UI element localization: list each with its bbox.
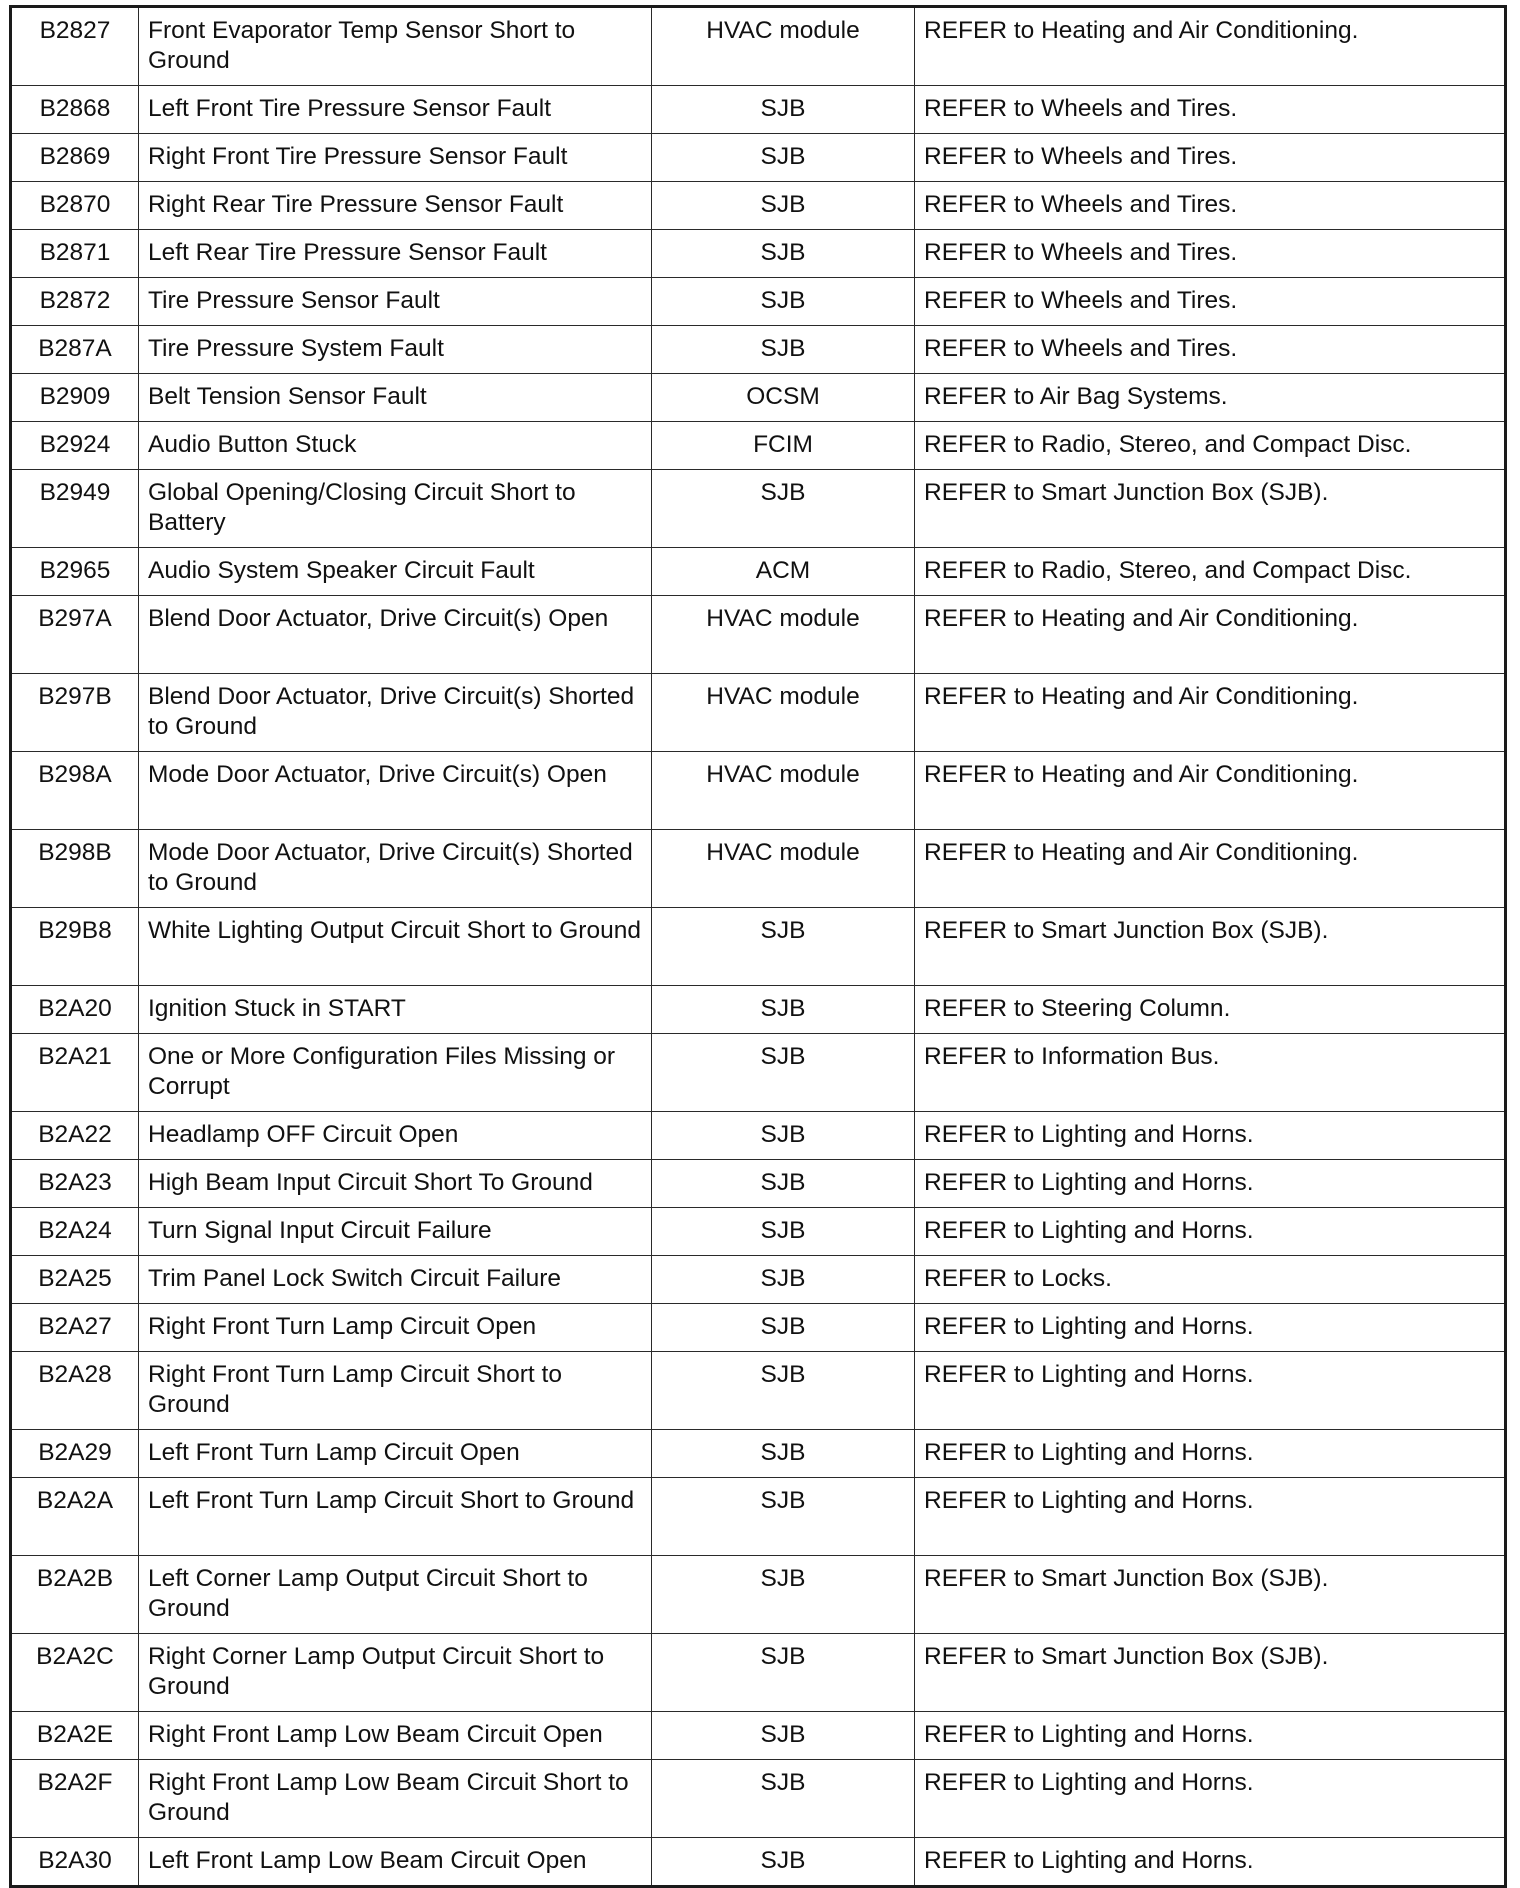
table-row: [11, 1556, 1506, 1634]
action-cell: REFER to Air Bag Systems.: [915, 374, 1506, 422]
dtc-code-cell: B297A: [11, 596, 139, 674]
action-cell: REFER to Wheels and Tires.: [915, 134, 1506, 182]
action-cell: REFER to Smart Junction Box (SJB).: [915, 470, 1506, 548]
module-cell: SJB: [652, 1112, 915, 1160]
action-cell: REFER to Lighting and Horns.: [915, 1712, 1506, 1760]
table-row: [11, 134, 1506, 182]
description-cell: Right Front Turn Lamp Circuit Short to Ground: [139, 1352, 652, 1430]
table-row: [11, 1112, 1506, 1160]
table-row: [11, 374, 1506, 422]
module-cell: SJB: [652, 1430, 915, 1478]
action-cell: REFER to Heating and Air Conditioning.: [915, 674, 1506, 752]
dtc-code-cell: B2949: [11, 470, 139, 548]
description-cell: Headlamp OFF Circuit Open: [139, 1112, 652, 1160]
module-cell: SJB: [652, 326, 915, 374]
description-cell: Mode Door Actuator, Drive Circuit(s) Shorted to Ground: [139, 830, 652, 908]
action-cell: REFER to Wheels and Tires.: [915, 278, 1506, 326]
dtc-code-cell: B297B: [11, 674, 139, 752]
dtc-code-cell: B2A28: [11, 1352, 139, 1430]
dtc-code-cell: B2A2E: [11, 1712, 139, 1760]
action-cell: REFER to Lighting and Horns.: [915, 1760, 1506, 1838]
module-cell: SJB: [652, 1760, 915, 1838]
module-cell: SJB: [652, 1304, 915, 1352]
module-cell: SJB: [652, 86, 915, 134]
description-cell: Audio Button Stuck: [139, 422, 652, 470]
description-cell: Right Rear Tire Pressure Sensor Fault: [139, 182, 652, 230]
module-cell: SJB: [652, 1208, 915, 1256]
description-cell: Left Front Lamp Low Beam Circuit Open: [139, 1838, 652, 1887]
module-cell: SJB: [652, 1352, 915, 1430]
dtc-code-cell: B2A22: [11, 1112, 139, 1160]
module-cell: SJB: [652, 986, 915, 1034]
module-cell: HVAC module: [652, 752, 915, 830]
table-row: [11, 230, 1506, 278]
dtc-code-cell: B298A: [11, 752, 139, 830]
module-cell: SJB: [652, 1556, 915, 1634]
action-cell: REFER to Lighting and Horns.: [915, 1208, 1506, 1256]
dtc-code-cell: B298B: [11, 830, 139, 908]
description-cell: Blend Door Actuator, Drive Circuit(s) Shorted to Ground: [139, 674, 652, 752]
description-cell: Left Front Turn Lamp Circuit Open: [139, 1430, 652, 1478]
module-cell: SJB: [652, 908, 915, 986]
table-row: [11, 1838, 1506, 1887]
module-cell: SJB: [652, 1256, 915, 1304]
table-row: [11, 1304, 1506, 1352]
table-row: [11, 1634, 1506, 1712]
action-cell: REFER to Lighting and Horns.: [915, 1160, 1506, 1208]
action-cell: REFER to Lighting and Horns.: [915, 1112, 1506, 1160]
dtc-code-cell: B2A25: [11, 1256, 139, 1304]
action-cell: REFER to Smart Junction Box (SJB).: [915, 908, 1506, 986]
description-cell: Audio System Speaker Circuit Fault: [139, 548, 652, 596]
action-cell: REFER to Wheels and Tires.: [915, 182, 1506, 230]
action-cell: REFER to Wheels and Tires.: [915, 86, 1506, 134]
table-row: [11, 548, 1506, 596]
table-row: [11, 1034, 1506, 1112]
dtc-table-body: [11, 7, 1506, 1887]
action-cell: REFER to Lighting and Horns.: [915, 1352, 1506, 1430]
description-cell: Right Front Tire Pressure Sensor Fault: [139, 134, 652, 182]
module-cell: SJB: [652, 230, 915, 278]
action-cell: REFER to Radio, Stereo, and Compact Disc.: [915, 548, 1506, 596]
dtc-code-cell: B2A21: [11, 1034, 139, 1112]
description-cell: Left Rear Tire Pressure Sensor Fault: [139, 230, 652, 278]
description-cell: Ignition Stuck in START: [139, 986, 652, 1034]
dtc-code-cell: B2909: [11, 374, 139, 422]
table-row: [11, 1160, 1506, 1208]
dtc-code-cell: B2827: [11, 7, 139, 86]
description-cell: Left Front Turn Lamp Circuit Short to Ground: [139, 1478, 652, 1556]
table-row: [11, 830, 1506, 908]
dtc-code-cell: B2869: [11, 134, 139, 182]
description-cell: Left Front Tire Pressure Sensor Fault: [139, 86, 652, 134]
table-row: [11, 596, 1506, 674]
action-cell: REFER to Radio, Stereo, and Compact Disc.: [915, 422, 1506, 470]
action-cell: REFER to Heating and Air Conditioning.: [915, 7, 1506, 86]
module-cell: FCIM: [652, 422, 915, 470]
module-cell: SJB: [652, 134, 915, 182]
table-row: [11, 1760, 1506, 1838]
action-cell: REFER to Lighting and Horns.: [915, 1838, 1506, 1887]
module-cell: SJB: [652, 1478, 915, 1556]
table-row: [11, 7, 1506, 86]
module-cell: HVAC module: [652, 596, 915, 674]
dtc-code-cell: B2A2A: [11, 1478, 139, 1556]
dtc-code-cell: B2A27: [11, 1304, 139, 1352]
description-cell: Blend Door Actuator, Drive Circuit(s) Open: [139, 596, 652, 674]
description-cell: Right Corner Lamp Output Circuit Short to Ground: [139, 1634, 652, 1712]
table-row: [11, 752, 1506, 830]
action-cell: REFER to Smart Junction Box (SJB).: [915, 1634, 1506, 1712]
module-cell: SJB: [652, 182, 915, 230]
dtc-code-cell: B2A2F: [11, 1760, 139, 1838]
dtc-code-cell: B2965: [11, 548, 139, 596]
module-cell: SJB: [652, 470, 915, 548]
dtc-code-cell: B2A2C: [11, 1634, 139, 1712]
module-cell: SJB: [652, 1634, 915, 1712]
description-cell: Trim Panel Lock Switch Circuit Failure: [139, 1256, 652, 1304]
dtc-code-cell: B2A29: [11, 1430, 139, 1478]
module-cell: ACM: [652, 548, 915, 596]
dtc-code-cell: B2A30: [11, 1838, 139, 1887]
dtc-code-cell: B2A23: [11, 1160, 139, 1208]
module-cell: HVAC module: [652, 830, 915, 908]
table-row: [11, 674, 1506, 752]
action-cell: REFER to Heating and Air Conditioning.: [915, 596, 1506, 674]
table-row: [11, 422, 1506, 470]
action-cell: REFER to Steering Column.: [915, 986, 1506, 1034]
action-cell: REFER to Wheels and Tires.: [915, 326, 1506, 374]
action-cell: REFER to Information Bus.: [915, 1034, 1506, 1112]
table-row: [11, 986, 1506, 1034]
dtc-code-cell: B29B8: [11, 908, 139, 986]
table-row: [11, 326, 1506, 374]
action-cell: REFER to Wheels and Tires.: [915, 230, 1506, 278]
module-cell: SJB: [652, 1712, 915, 1760]
action-cell: REFER to Heating and Air Conditioning.: [915, 830, 1506, 908]
description-cell: Belt Tension Sensor Fault: [139, 374, 652, 422]
description-cell: High Beam Input Circuit Short To Ground: [139, 1160, 652, 1208]
description-cell: Front Evaporator Temp Sensor Short to Ground: [139, 7, 652, 86]
dtc-code-cell: B2924: [11, 422, 139, 470]
module-cell: SJB: [652, 278, 915, 326]
action-cell: REFER to Lighting and Horns.: [915, 1430, 1506, 1478]
module-cell: SJB: [652, 1034, 915, 1112]
dtc-code-cell: B287A: [11, 326, 139, 374]
dtc-code-cell: B2872: [11, 278, 139, 326]
description-cell: Left Corner Lamp Output Circuit Short to Ground: [139, 1556, 652, 1634]
table-row: [11, 1208, 1506, 1256]
action-cell: REFER to Locks.: [915, 1256, 1506, 1304]
description-cell: Tire Pressure System Fault: [139, 326, 652, 374]
table-row: [11, 182, 1506, 230]
dtc-code-cell: B2868: [11, 86, 139, 134]
table-row: [11, 1430, 1506, 1478]
description-cell: Right Front Turn Lamp Circuit Open: [139, 1304, 652, 1352]
module-cell: SJB: [652, 1160, 915, 1208]
description-cell: White Lighting Output Circuit Short to Ground: [139, 908, 652, 986]
dtc-code-cell: B2A2B: [11, 1556, 139, 1634]
table-row: [11, 908, 1506, 986]
table-row: [11, 1352, 1506, 1430]
dtc-code-cell: B2A20: [11, 986, 139, 1034]
table-row: [11, 1256, 1506, 1304]
table-row: [11, 1712, 1506, 1760]
description-cell: One or More Configuration Files Missing or Corrupt: [139, 1034, 652, 1112]
description-cell: Turn Signal Input Circuit Failure: [139, 1208, 652, 1256]
dtc-code-cell: B2A24: [11, 1208, 139, 1256]
module-cell: HVAC module: [652, 674, 915, 752]
table-row: [11, 470, 1506, 548]
action-cell: REFER to Lighting and Horns.: [915, 1478, 1506, 1556]
description-cell: Right Front Lamp Low Beam Circuit Open: [139, 1712, 652, 1760]
action-cell: REFER to Lighting and Horns.: [915, 1304, 1506, 1352]
module-cell: SJB: [652, 1838, 915, 1887]
table-row: [11, 1478, 1506, 1556]
description-cell: Tire Pressure Sensor Fault: [139, 278, 652, 326]
table-row: [11, 278, 1506, 326]
dtc-code-cell: B2870: [11, 182, 139, 230]
description-cell: Mode Door Actuator, Drive Circuit(s) Open: [139, 752, 652, 830]
description-cell: Right Front Lamp Low Beam Circuit Short to Ground: [139, 1760, 652, 1838]
table-row: [11, 86, 1506, 134]
description-cell: Global Opening/Closing Circuit Short to Battery: [139, 470, 652, 548]
action-cell: REFER to Smart Junction Box (SJB).: [915, 1556, 1506, 1634]
module-cell: OCSM: [652, 374, 915, 422]
module-cell: HVAC module: [652, 7, 915, 86]
dtc-table: [9, 5, 1507, 1888]
dtc-code-cell: B2871: [11, 230, 139, 278]
action-cell: REFER to Heating and Air Conditioning.: [915, 752, 1506, 830]
